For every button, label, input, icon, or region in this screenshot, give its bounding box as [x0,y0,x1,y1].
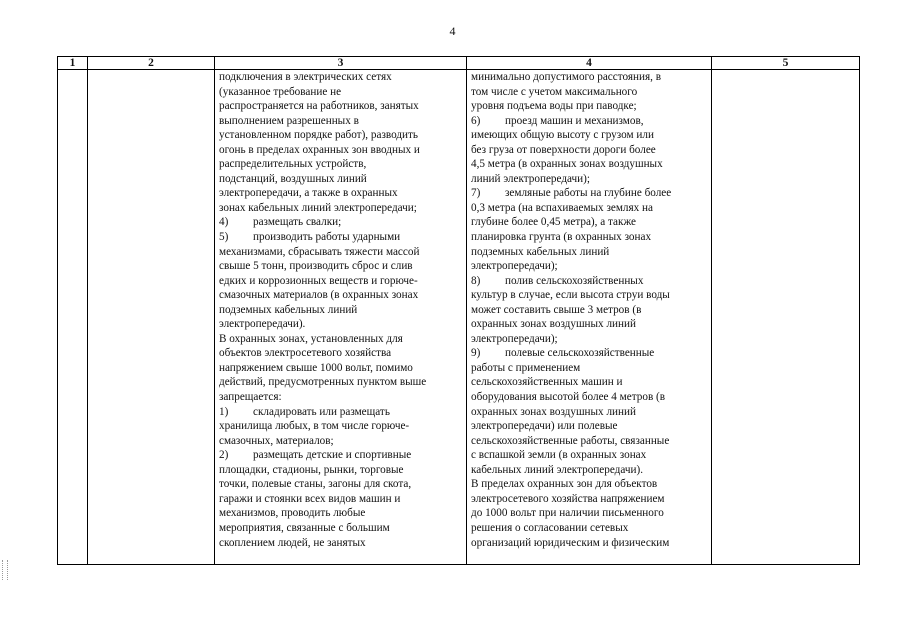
line-text: складировать или размещать [253,405,390,418]
text-line [471,128,707,143]
text-line [471,390,707,405]
document-table [57,56,860,565]
line-text: хранилища любых, в том числе горюче- [219,420,410,433]
line-text: сельскохозяйственных машин и [471,376,623,389]
line-text: мероприятия, связанные с большим [219,521,390,534]
line-text: точки, полевые станы, загоны для скота, [219,478,412,491]
text-line [219,259,462,274]
text-line [219,492,462,507]
text-line [471,172,707,187]
line-text: производить работы ударными [253,231,401,244]
text-line [219,521,462,536]
text-line [219,434,462,449]
line-text: земляные работы на глубине более [505,187,672,200]
line-text: глубине более 0,45 метра), а также [471,216,636,229]
cell-col-3 [215,70,467,565]
line-text: напряжением свыше 1000 вольт, помимо [219,361,413,374]
line-text: сельскохозяйственные работы, связанные [471,434,670,447]
line-text: смазочных материалов (в охранных зонах [219,289,419,302]
text-line [471,536,707,551]
page-number: 4 [449,24,456,38]
line-text: минимально допустимого расстояния, в [471,71,662,83]
text-line [471,186,707,201]
line-text: (указанное требование не [219,85,342,98]
text-line [219,346,462,361]
line-text: электропередачи, а также в охранных [219,187,398,200]
text-line [219,157,462,172]
line-text: электропередачи); [471,332,558,345]
line-text: механизмами, сбрасывать тяжести массой [219,245,420,258]
text-line [219,317,462,332]
text-line [219,477,462,492]
line-text: смазочных, материалов; [219,434,334,447]
text-line [471,70,707,85]
col4-text [467,70,711,564]
text-line [219,361,462,376]
text-line [471,332,707,347]
text-line [471,230,707,245]
line-text: размещать свалки; [253,216,342,229]
text-line [219,245,462,260]
text-line [471,143,707,158]
line-text: до 1000 вольт при наличии письменного [471,507,664,520]
text-line [471,434,707,449]
line-text: 4,5 метра (в охранных зонах воздушных [471,158,663,171]
text-line [471,288,707,303]
text-line [471,448,707,463]
cell-col-2 [88,70,215,565]
list-number: 8) [471,274,481,287]
text-line [219,332,462,347]
line-text: В охранных зонах, установленных для [219,332,403,345]
line-text: электропередачи); [471,260,558,273]
line-text: электропередачи). [219,318,306,331]
list-number: 1) [219,405,229,418]
line-text: объектов электросетевого хозяйства [219,347,392,360]
text-line [471,85,707,100]
line-text: кабельных линий электропередачи). [471,463,644,476]
text-line [471,477,707,492]
line-text: скоплением людей, не занятых [219,536,366,549]
text-line [219,536,462,551]
text-line [219,128,462,143]
text-line [219,463,462,478]
list-number: 2) [219,449,229,462]
line-text: огонь в пределах охранных зон вводных и [219,143,420,156]
text-line [219,143,462,158]
list-number: 9) [471,347,481,360]
line-text: имеющих общую высоту с грузом или [471,129,654,142]
line-text: 0,3 метра (на вспахиваемых землях на [471,201,653,214]
list-number: 5) [219,231,229,244]
line-text: охранных зонах воздушных линий [471,405,636,418]
line-text: может составить свыше 3 метров (в [471,303,642,316]
table-row [58,70,860,565]
list-number: 7) [471,187,481,200]
text-line [471,215,707,230]
line-text: организаций юридическим и физическим [471,536,670,549]
text-line [219,186,462,201]
line-text: проезд машин и механизмов, [505,114,644,127]
line-text: едких и коррозионных веществ и горюче- [219,274,418,287]
line-text: площадки, стадионы, рынки, торговые [219,463,404,476]
column-header-4: 4 [467,57,712,70]
text-line [219,85,462,100]
text-line [219,303,462,318]
text-line [471,346,707,361]
line-text: подземных кабельных линий [471,245,610,258]
text-line [219,215,462,230]
column-header-1: 1 [58,57,88,70]
line-text: механизмов, проводить любые [219,507,366,520]
line-text: полив сельскохозяйственных [505,274,644,287]
line-text: распределительных устройств, [219,158,367,171]
text-line [219,172,462,187]
line-text: В пределах охранных зон для объектов [471,478,658,491]
text-line [471,259,707,274]
list-number: 4) [219,216,229,229]
text-line [471,419,707,434]
text-line [471,245,707,260]
line-text: действий, предусмотренных пунктом выше [219,376,427,389]
line-text: выполнением разрешенных в [219,114,359,127]
line-text: решения о согласовании сетевых [471,521,629,534]
line-text: культур в случае, если высота струи воды [471,289,670,302]
line-text: электропередачи) или полевые [471,420,618,433]
line-text: установленном порядке работ), разводить [219,129,419,142]
text-line [219,448,462,463]
text-line [471,361,707,376]
text-line [219,70,462,85]
line-text: охранных зонах воздушных линий [471,318,636,331]
text-line [471,405,707,420]
cell-col-5 [712,70,860,565]
column-header-3: 3 [215,57,467,70]
text-line [471,317,707,332]
column-header-2: 2 [88,57,215,70]
text-line [471,463,707,478]
column-header-5: 5 [712,57,860,70]
text-line [471,303,707,318]
text-line [471,157,707,172]
text-line [219,375,462,390]
text-line [471,201,707,216]
text-line [219,201,462,216]
line-text: подземных кабельных линий [219,303,358,316]
line-text: запрещается: [219,391,282,404]
line-text: полевые сельскохозяйственные [505,347,655,360]
line-text: свыше 5 тонн, производить сброс и слив [219,260,413,273]
text-line [471,375,707,390]
line-text: том числе с учетом максимального [471,85,638,98]
line-text: зонах кабельных линий электропередачи; [219,201,417,214]
text-line [471,99,707,114]
line-text: планировка грунта (в охранных зонах [471,231,652,244]
line-text: подстанций, воздушных линий [219,172,367,185]
header-row [58,57,860,70]
text-line [219,288,462,303]
text-line [471,521,707,536]
text-line [219,230,462,245]
cell-col-4 [467,70,712,565]
list-number: 6) [471,114,481,127]
cell-col-1 [58,70,88,565]
text-line [471,274,707,289]
text-line [471,114,707,129]
line-text: гаражи и стоянки всех видов машин и [219,492,401,505]
text-line [219,114,462,129]
text-line [219,506,462,521]
text-line [219,419,462,434]
line-text: уровня подъема воды при паводке; [471,100,637,113]
text-line [471,506,707,521]
line-text: работы с применением [471,361,581,374]
line-text: подключения в электрических сетях [219,71,392,83]
scan-margin-mark [2,560,8,580]
line-text: распространяется на работников, занятых [219,100,419,113]
text-line [219,390,462,405]
text-line [219,99,462,114]
line-text: оборудования высотой более 4 метров (в [471,391,666,404]
line-text: без груза от поверхности дороги более [471,143,656,156]
line-text: с вспашкой земли (в охранных зонах [471,449,647,462]
col3-text [215,70,466,564]
text-line [219,405,462,420]
line-text: электросетевого хозяйства напряжением [471,492,665,505]
line-text: линий электропередачи); [471,172,590,185]
line-text: размещать детские и спортивные [253,449,412,462]
text-line [471,492,707,507]
text-line [219,274,462,289]
